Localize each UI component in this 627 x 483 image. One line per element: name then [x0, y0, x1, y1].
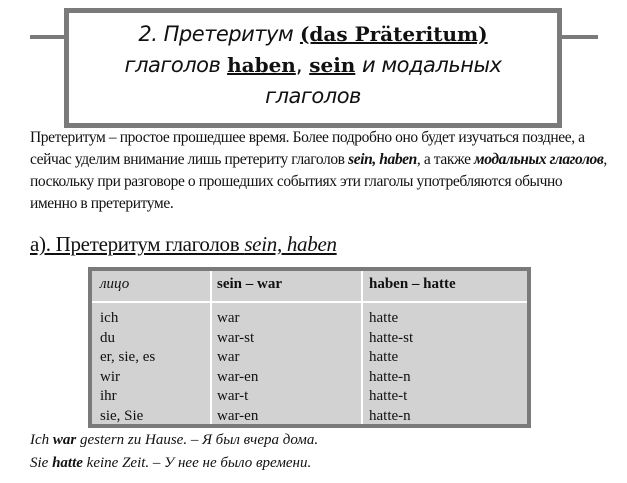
title-verb-sein: sein: [309, 53, 356, 77]
header-sein: sein – war: [217, 276, 282, 292]
example-text: Ich: [30, 432, 53, 448]
header-haben: haben – hatte: [369, 276, 456, 292]
example-sentence: [30, 455, 311, 472]
title-comma: ,: [295, 53, 303, 77]
sein-column: war war-st war war-en war-t war-en: [217, 310, 259, 424]
title-line3: глаголов: [265, 84, 361, 108]
title-number: 2. Претеритум: [138, 22, 294, 46]
example-text: keine Zeit. – У нее не было времени.: [82, 455, 312, 471]
title-german-term: (das Präteritum): [299, 22, 488, 46]
example-sentence: [30, 432, 318, 449]
title-text: глаголов: [124, 53, 221, 77]
column-divider: [210, 271, 212, 424]
intro-emphasis: sein, haben: [348, 151, 417, 168]
conjugation-table: [88, 267, 531, 428]
haben-column: hatte hatte-st hatte hatte-n hatte-t hatte-n: [369, 310, 414, 424]
example-verb: war: [52, 432, 77, 448]
section-heading-text: а). Претеритум глаголов: [30, 232, 245, 256]
title-text: и модальных: [362, 53, 502, 77]
title-rule-left: [30, 35, 66, 39]
example-text: Sie: [30, 455, 53, 471]
intro-text: , поскольку при разговоре о прошедших событиях эти глаголы употребляются обычно именно в претеритуме.: [30, 151, 607, 212]
column-divider: [361, 271, 363, 424]
chapter-title-box: [64, 8, 562, 128]
example-text: gestern zu Hause. – Я был вчера дома.: [76, 432, 319, 448]
example-verb: hatte: [52, 455, 83, 471]
header-person: лицо: [100, 276, 130, 292]
title-rule-right: [560, 35, 598, 39]
intro-paragraph: [30, 127, 610, 215]
section-heading-verbs: sein, haben: [244, 232, 337, 256]
person-column: ich du er, sie, es wir ihr sie, Sie: [100, 310, 156, 424]
intro-emphasis: модальных глаголов: [474, 151, 604, 168]
section-heading: [30, 232, 337, 257]
intro-text: Претеритум – простое прошедшее время. Более подробно оно будет изучаться позднее, а сейчас уделим внимание лишь претериту глаголов: [30, 129, 585, 168]
header-divider: [92, 301, 527, 303]
title-verb-haben: haben: [227, 53, 296, 77]
intro-text: , а также: [416, 151, 475, 168]
